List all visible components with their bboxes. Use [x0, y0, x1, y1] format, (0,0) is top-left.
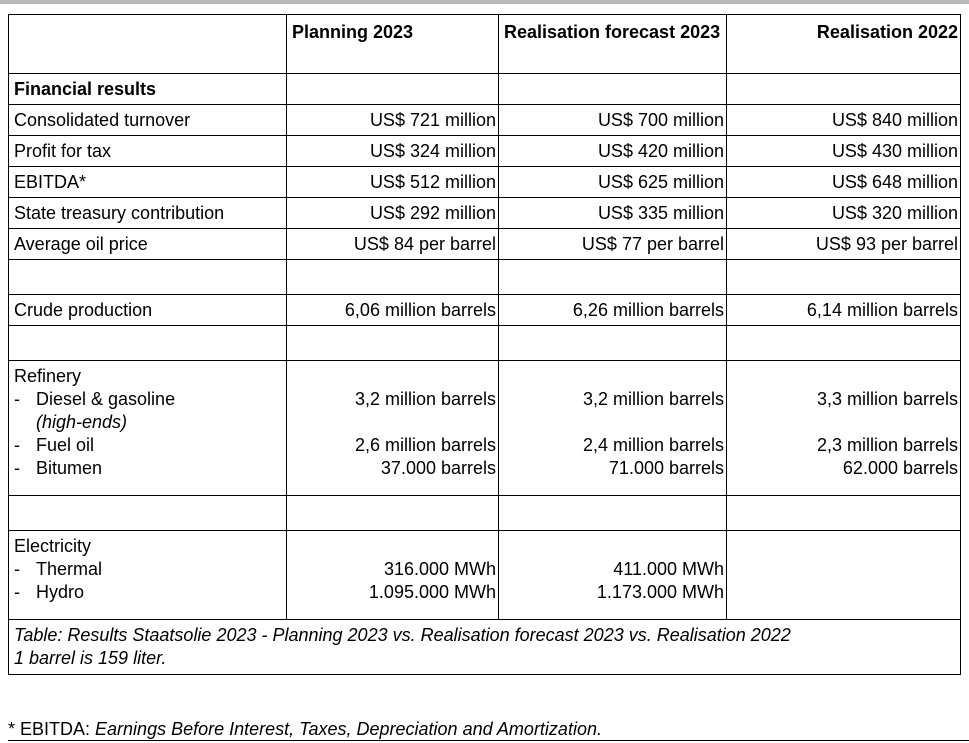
value-realisation-2022: US$ 648 million: [727, 167, 961, 198]
value-fuel: 2,6 million barrels: [354, 435, 496, 455]
value-fuel: 2,3 million barrels: [816, 435, 958, 455]
value-fuel: 2,4 million barrels: [582, 435, 724, 455]
value-forecast-2023: US$ 625 million: [499, 167, 727, 198]
value-forecast-2023: US$ 700 million: [499, 105, 727, 136]
row-label: Crude production: [9, 295, 287, 326]
value-bitumen: 62.000 barrels: [842, 458, 958, 478]
value-bitumen: 37.000 barrels: [380, 458, 496, 478]
header-realisation-2022: Realisation 2022: [727, 15, 961, 74]
list-item: [14, 558, 283, 581]
value-planning-2023: US$ 84 per barrel: [287, 229, 499, 260]
value-diesel: 3,3 million barrels: [816, 389, 958, 409]
dash-bullet: -: [14, 458, 20, 478]
empty-cell: [499, 326, 727, 361]
electricity-labels: [9, 531, 287, 620]
value-forecast-2023: US$ 420 million: [499, 136, 727, 167]
value-realisation-2022: US$ 93 per barrel: [727, 229, 961, 260]
row-label: Average oil price: [9, 229, 287, 260]
value-thermal: 411.000 MWh: [613, 559, 724, 579]
header-realisation-forecast-2023: Realisation forecast 2023: [499, 15, 727, 74]
footnote-prefix: * EBITDA:: [8, 719, 96, 739]
list-item: [14, 388, 283, 434]
section-title-financial: Financial results: [9, 74, 287, 105]
empty-cell: [727, 260, 961, 295]
row-label: Electricity: [14, 536, 92, 556]
caption-line-2: 1 barrel is 159 liter.: [14, 648, 167, 668]
footnote: [8, 718, 602, 740]
table-row: [9, 136, 961, 167]
empty-cell: [9, 260, 287, 295]
value-realisation-2022: US$ 430 million: [727, 136, 961, 167]
value-bitumen: 71.000 barrels: [608, 458, 724, 478]
table-row: [9, 198, 961, 229]
value-planning-2023: US$ 721 million: [287, 105, 499, 136]
results-table: [8, 14, 961, 675]
dash-bullet: -: [14, 582, 20, 602]
empty-cell: [727, 496, 961, 531]
empty-cell: [499, 260, 727, 295]
table-row: [9, 167, 961, 198]
value-forecast-2023: US$ 335 million: [499, 198, 727, 229]
row-label: Profit for tax: [9, 136, 287, 167]
sub-label: [36, 388, 175, 434]
value-planning-2023: US$ 512 million: [287, 167, 499, 198]
empty-cell: [727, 74, 961, 105]
row-label: Consolidated turnover: [9, 105, 287, 136]
table-caption: [9, 620, 961, 675]
value-forecast-2023: US$ 77 per barrel: [499, 229, 727, 260]
row-label: EBITDA*: [9, 167, 287, 198]
spacer-row: [9, 326, 961, 361]
footnote-text: Earnings Before Interest, Taxes, Depreciation and Amortization.: [95, 719, 602, 739]
value-realisation-2022: US$ 840 million: [727, 105, 961, 136]
empty-cell: [727, 531, 961, 620]
header-planning-2023: Planning 2023: [287, 15, 499, 74]
bitumen-label: Bitumen: [36, 458, 103, 478]
thermal-label: Thermal: [36, 559, 103, 579]
list-item: [14, 434, 283, 457]
caption-row: [9, 620, 961, 675]
diesel-label: Diesel & gasoline: [36, 389, 176, 409]
list-item: [14, 581, 283, 604]
value-diesel: 3,2 million barrels: [582, 389, 724, 409]
table-row: [9, 105, 961, 136]
empty-cell: [9, 496, 287, 531]
table-row-crude: [9, 295, 961, 326]
value-hydro: 1.173.000 MWh: [596, 582, 724, 602]
refinery-forecast-2023: [499, 361, 727, 496]
header-empty: [9, 15, 287, 74]
empty-cell: [727, 326, 961, 361]
row-label: Refinery: [14, 366, 82, 386]
bottom-border: [8, 740, 969, 741]
value-realisation-2022: US$ 320 million: [727, 198, 961, 229]
spacer-row: [9, 496, 961, 531]
row-label: State treasury contribution: [9, 198, 287, 229]
table-row-refinery: [9, 361, 961, 496]
empty-cell: [287, 260, 499, 295]
value-diesel: 3,2 million barrels: [354, 389, 496, 409]
refinery-realisation-2022: [727, 361, 961, 496]
empty-cell: [9, 326, 287, 361]
top-border: [0, 0, 969, 4]
dash-bullet: -: [14, 559, 20, 579]
dash-bullet: -: [14, 435, 20, 455]
empty-cell: [499, 74, 727, 105]
electricity-forecast-2023: [499, 531, 727, 620]
dash-bullet: -: [14, 389, 20, 409]
refinery-labels: [9, 361, 287, 496]
value-forecast-2023: 6,26 million barrels: [499, 295, 727, 326]
value-planning-2023: US$ 324 million: [287, 136, 499, 167]
value-thermal: 316.000 MWh: [383, 559, 496, 579]
empty-cell: [287, 74, 499, 105]
value-planning-2023: 6,06 million barrels: [287, 295, 499, 326]
value-realisation-2022: 6,14 million barrels: [727, 295, 961, 326]
fuel-label: Fuel oil: [36, 435, 95, 455]
value-hydro: 1.095.000 MWh: [368, 582, 496, 602]
table-row-electricity: [9, 531, 961, 620]
diesel-sub-label: (high-ends): [36, 412, 128, 432]
list-item: [14, 457, 283, 480]
hydro-label: Hydro: [36, 582, 85, 602]
section-row-financial: [9, 74, 961, 105]
header-row: [9, 15, 961, 74]
caption-line-1: Table: Results Staatsolie 2023 - Planning 2023 vs. Realisation forecast 2023 vs. Realisation 2022: [14, 625, 791, 645]
spacer-row: [9, 260, 961, 295]
value-planning-2023: US$ 292 million: [287, 198, 499, 229]
empty-cell: [287, 496, 499, 531]
refinery-planning-2023: [287, 361, 499, 496]
table-row: [9, 229, 961, 260]
empty-cell: [499, 496, 727, 531]
empty-cell: [287, 326, 499, 361]
electricity-planning-2023: [287, 531, 499, 620]
